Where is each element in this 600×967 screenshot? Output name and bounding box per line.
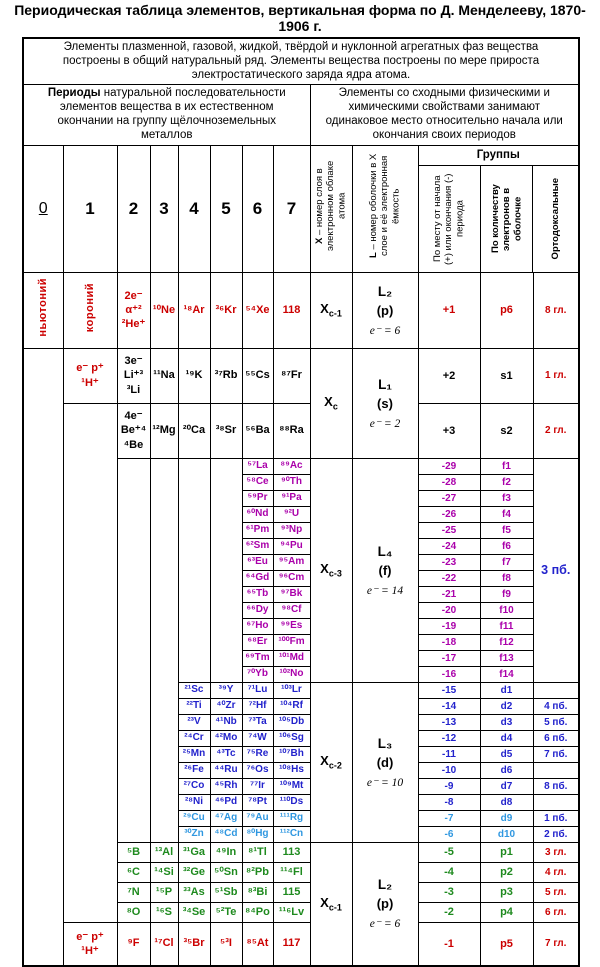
element-cell: ⁶³Eu <box>242 554 273 570</box>
group-electron-value: f3 <box>480 490 533 506</box>
group-orthodox-value: 8 гл. <box>533 272 579 348</box>
l-capacity-label: e⁻ = 6 <box>369 324 401 337</box>
element-cell: ⁴⁹In <box>210 842 242 862</box>
element-cell: ⁶C <box>117 862 150 882</box>
similarity-description-cell: Элементы со сходными физическими и химическими свойствами занимают одинаковое место относительно начала или окончания своих периодов <box>310 85 579 145</box>
element-cell: ⁸⁷Fr <box>273 348 310 403</box>
group-place-value: -23 <box>418 554 480 570</box>
group-place-value: -28 <box>418 474 480 490</box>
x-value-cell <box>310 272 352 348</box>
element-cell: ¹⁰⁰Fm <box>273 634 310 650</box>
element-cell: ⁵⁸Ce <box>242 474 273 490</box>
element-cell: ⁴⁷Ag <box>210 810 242 826</box>
group-place-value: -11 <box>418 746 480 762</box>
x-layer-column-header <box>310 145 352 272</box>
group-orthodox-value: 8 пб. <box>533 778 579 794</box>
element-cell: ⁶¹Pm <box>242 522 273 538</box>
element-cell: ²⁰Ca <box>178 403 210 458</box>
l-value-cell <box>352 458 418 682</box>
element-cell: ⁴⁵Rh <box>210 778 242 794</box>
l-value-cell <box>352 682 418 842</box>
element-cell: ⁹⁶Cm <box>273 570 310 586</box>
page-title: Периодическая таблица элементов, вертикальная форма по Д. Менделееву, 1870-1906 г. <box>14 2 586 34</box>
element-cell: ⁷⁹Au <box>242 810 273 826</box>
empty-cell <box>210 458 242 682</box>
x-subscript: c <box>332 401 338 412</box>
group-place-value: -3 <box>418 882 480 902</box>
element-cell: ¹³Al <box>150 842 178 862</box>
group-place-value: -22 <box>418 570 480 586</box>
element-cell: ⁴⁶Pd <box>210 794 242 810</box>
l-shell-label: L₂ <box>377 877 393 893</box>
period-column-header-0: 0 <box>23 145 63 272</box>
group-by-place-header: По месту от начала (+) или окончания (-) периода <box>432 172 466 265</box>
element-cell: ⁵³I <box>210 922 242 966</box>
group-electron-value: f14 <box>480 666 533 682</box>
element-cell: ⁶²Sm <box>242 538 273 554</box>
group-electron-value: d9 <box>480 810 533 826</box>
element-cell: ¹⁰⁶Sg <box>273 730 310 746</box>
element-cell: ²¹Sc <box>178 682 210 698</box>
element-cell: ⁷³Ta <box>242 714 273 730</box>
l-shell-column-header <box>352 145 418 272</box>
group-place-value: +3 <box>418 403 480 458</box>
element-cell: ⁹¹Pa <box>273 490 310 506</box>
group-electron-value: f5 <box>480 522 533 538</box>
cell-line: e⁻ p⁺ <box>76 930 104 943</box>
group-orthodox-value: 3 пб. <box>533 458 579 682</box>
x-value-cell <box>310 458 352 682</box>
element-cell: ⁹²U <box>273 506 310 522</box>
period-column-header-7: 7 <box>273 145 310 272</box>
group-place-value: -15 <box>418 682 480 698</box>
x-symbol: X <box>320 753 329 769</box>
element-cell: ⁷²Hf <box>242 698 273 714</box>
group-place-value: -25 <box>418 522 480 538</box>
group-electron-value: f11 <box>480 618 533 634</box>
l-rest: – номер оболочки в X слое и её электронная ёмкость <box>368 153 402 257</box>
group-orthodox-value: 1 гл. <box>533 348 579 403</box>
element-cell: ⁹⁰Th <box>273 474 310 490</box>
x-subscript: c-3 <box>328 568 342 579</box>
element-cell: ³⁴Se <box>178 902 210 922</box>
element-cell: ⁶⁰Nd <box>242 506 273 522</box>
element-cell: ²⁵Mn <box>178 746 210 762</box>
element-cell: ⁹⁵Am <box>273 554 310 570</box>
periods-lead: Периоды <box>47 87 101 100</box>
groups-subheaders <box>419 166 579 272</box>
element-cell: ²³V <box>178 714 210 730</box>
period-column-header-4: 4 <box>178 145 210 272</box>
element-cell: ⁴³Tc <box>210 746 242 762</box>
group-electron-value: f8 <box>480 570 533 586</box>
periods-rest: натуральной последовательности элементов вещества в их естественном окончании на группу щёлочноземельных металлов <box>57 87 286 141</box>
element-cell: ²⁴Cr <box>178 730 210 746</box>
hydrogen-cell <box>63 348 117 403</box>
group-electron-value: s2 <box>480 403 533 458</box>
empty-cell <box>63 403 117 922</box>
group-place-value: -29 <box>418 458 480 474</box>
element-cell: ⁶⁵Tb <box>242 586 273 602</box>
group-place-value: -14 <box>418 698 480 714</box>
element-cell: ⁸⁰Hg <box>242 826 273 842</box>
element-cell: ³⁵Br <box>178 922 210 966</box>
element-cell: ¹⁰²No <box>273 666 310 682</box>
group-place-value: -13 <box>418 714 480 730</box>
x-subscript: c-2 <box>328 760 342 771</box>
cell-line: ¹H⁺ <box>81 944 99 957</box>
groups-header: Группы <box>419 146 579 166</box>
element-cell: ⁷⁴W <box>242 730 273 746</box>
group-place-value: -20 <box>418 602 480 618</box>
cell-line: ³Li <box>126 383 141 396</box>
element-cell: ¹⁸Ar <box>178 272 210 348</box>
element-cell: ⁷⁸Pt <box>242 794 273 810</box>
element-cell: ¹⁰¹Md <box>273 650 310 666</box>
group-electron-value: f7 <box>480 554 533 570</box>
group-electron-value: d1 <box>480 682 533 698</box>
helium-cell <box>117 272 150 348</box>
cell-line: ²He⁺ <box>121 318 146 331</box>
group-electron-value: p2 <box>480 862 533 882</box>
group-orthodox-value: 1 пб. <box>533 810 579 826</box>
group-orthodox-value: 4 пб. <box>533 698 579 714</box>
group-place-value: -4 <box>418 862 480 882</box>
x-subscript: c-1 <box>328 902 342 913</box>
element-cell: ⁹⁹Es <box>273 618 310 634</box>
element-cell: ⁸²Pb <box>242 862 273 882</box>
empty-cell <box>117 458 150 842</box>
group-electron-value: f13 <box>480 650 533 666</box>
group-electron-value: s1 <box>480 348 533 403</box>
group-electron-value: p1 <box>480 842 533 862</box>
element-cell: ⁴⁴Ru <box>210 762 242 778</box>
element-cell: ⁵⁹Pr <box>242 490 273 506</box>
element-cell: ⁵²Te <box>210 902 242 922</box>
element-cell: ⁵⁴Xe <box>242 272 273 348</box>
element-cell: 113 <box>273 842 310 862</box>
element-cell: ¹⁰⁹Mt <box>273 778 310 794</box>
element-cell: ⁸⁵At <box>242 922 273 966</box>
x-subscript: c-1 <box>328 308 342 319</box>
element-cell: ²⁹Cu <box>178 810 210 826</box>
group-electron-value: f2 <box>480 474 533 490</box>
element-cell: ⁴⁰Zr <box>210 698 242 714</box>
l-capacity-label: e⁻ = 2 <box>369 417 401 430</box>
group-place-value: -19 <box>418 618 480 634</box>
group-place-value: -2 <box>418 902 480 922</box>
x-value-cell <box>310 682 352 842</box>
l-lead: L <box>368 252 380 259</box>
group-orthodox-header: Ортодоксальные <box>532 166 578 272</box>
cell-line: 3e⁻ <box>124 355 143 368</box>
element-cell: ¹¹¹Rg <box>273 810 310 826</box>
element-cell: ⁶⁴Gd <box>242 570 273 586</box>
group-electron-value: f9 <box>480 586 533 602</box>
newtonium-label: ньютоний <box>23 272 63 348</box>
period-column-header-2: 2 <box>117 145 150 272</box>
element-cell: ¹⁹K <box>178 348 210 403</box>
x-symbol: X <box>320 895 329 911</box>
group-place-value: -6 <box>418 826 480 842</box>
element-cell: ¹⁰³Lr <box>273 682 310 698</box>
group-place-value: -8 <box>418 794 480 810</box>
group-orthodox-value <box>533 794 579 810</box>
group-electron-value: d8 <box>480 794 533 810</box>
group-place-value: -10 <box>418 762 480 778</box>
group-orthodox-value: 7 гл. <box>533 922 579 966</box>
cell-line: 4e⁻ <box>124 410 143 423</box>
l-capacity-label: e⁻ = 6 <box>369 918 401 931</box>
group-place-value: -12 <box>418 730 480 746</box>
element-cell: ⁵⁷La <box>242 458 273 474</box>
group-electron-value: d4 <box>480 730 533 746</box>
group-place-value: -26 <box>418 506 480 522</box>
element-cell: ⁵⁰Sn <box>210 862 242 882</box>
hydrogen-cell <box>63 922 117 966</box>
l-value-cell <box>352 842 418 966</box>
element-cell: ³²Ge <box>178 862 210 882</box>
element-cell: ²²Ti <box>178 698 210 714</box>
group-orthodox-value: 6 гл. <box>533 902 579 922</box>
group-orthodox-value: 6 пб. <box>533 730 579 746</box>
element-cell: ⁷⁶Os <box>242 762 273 778</box>
element-cell: ⁸⁹Ac <box>273 458 310 474</box>
lithium-cell <box>117 348 150 403</box>
group-electron-value: p6 <box>480 272 533 348</box>
group-electron-value: d3 <box>480 714 533 730</box>
group-orthodox-value: 7 пб. <box>533 746 579 762</box>
x-symbol: X <box>320 301 329 317</box>
x-lead: X <box>314 237 326 244</box>
group-electron-value: p3 <box>480 882 533 902</box>
element-cell: ³⁹Y <box>210 682 242 698</box>
group-place-value: -1 <box>418 922 480 966</box>
element-cell: ²⁶Fe <box>178 762 210 778</box>
element-cell: ⁷⁵Re <box>242 746 273 762</box>
group-electron-value: d2 <box>480 698 533 714</box>
l-orbital-label: (s) <box>377 395 393 411</box>
element-cell: 118 <box>273 272 310 348</box>
group-place-value: -21 <box>418 586 480 602</box>
group-electron-value: f10 <box>480 602 533 618</box>
x-symbol: X <box>324 394 333 410</box>
empty-cell <box>23 348 63 966</box>
group-electron-value: d7 <box>480 778 533 794</box>
period-column-header-6: 6 <box>242 145 273 272</box>
group-orthodox-value: 3 гл. <box>533 842 579 862</box>
element-cell: ⁹⁷Bk <box>273 586 310 602</box>
element-cell: ¹⁰⁸Hs <box>273 762 310 778</box>
period-column-header-5: 5 <box>210 145 242 272</box>
element-cell: ¹⁷Cl <box>150 922 178 966</box>
element-cell: ¹¹Na <box>150 348 178 403</box>
x-symbol: X <box>320 561 329 577</box>
element-cell: ⁸⁴Po <box>242 902 273 922</box>
element-cell: ⁵⁵Cs <box>242 348 273 403</box>
group-electron-value: f4 <box>480 506 533 522</box>
group-place-value: -17 <box>418 650 480 666</box>
group-place-value: -24 <box>418 538 480 554</box>
group-electron-value: f6 <box>480 538 533 554</box>
element-cell: ⁵⁶Ba <box>242 403 273 458</box>
element-cell: ¹⁰⁴Rf <box>273 698 310 714</box>
element-cell: ⁴¹Nb <box>210 714 242 730</box>
group-orthodox-value: 2 гл. <box>533 403 579 458</box>
element-cell: ⁸¹Tl <box>242 842 273 862</box>
element-cell: ¹⁰⁵Db <box>273 714 310 730</box>
element-cell: ²⁷Co <box>178 778 210 794</box>
cell-line: Li⁺³ <box>123 369 144 382</box>
l-shell-label: L₂ <box>377 283 393 299</box>
element-cell: ⁶⁸Er <box>242 634 273 650</box>
element-cell: ¹¹⁴Fl <box>273 862 310 882</box>
period-column-header-3: 3 <box>150 145 178 272</box>
beryllium-cell <box>117 403 150 458</box>
group-orthodox-value: 2 пб. <box>533 826 579 842</box>
group-electron-value: p4 <box>480 902 533 922</box>
element-cell: 117 <box>273 922 310 966</box>
group-electron-value: p5 <box>480 922 533 966</box>
group-orthodox-value <box>533 682 579 698</box>
element-cell: ⁶⁹Tm <box>242 650 273 666</box>
element-cell: ³⁸Sr <box>210 403 242 458</box>
element-cell: ⁴⁸Cd <box>210 826 242 842</box>
element-cell: ⁷N <box>117 882 150 902</box>
element-cell: ⁸⁸Ra <box>273 403 310 458</box>
l-shell-label: L₁ <box>378 376 392 392</box>
element-cell: ⁵¹Sb <box>210 882 242 902</box>
element-cell: ¹⁰⁷Bh <box>273 746 310 762</box>
group-place-value: +2 <box>418 348 480 403</box>
element-cell: ⁷¹Lu <box>242 682 273 698</box>
element-cell: ¹⁴Si <box>150 862 178 882</box>
cell-line: ¹H⁺ <box>81 376 99 389</box>
element-cell: ¹⁵P <box>150 882 178 902</box>
element-cell: ⁹⁴Pu <box>273 538 310 554</box>
l-orbital-label: (f) <box>378 562 392 578</box>
period-column-header-1: 1 <box>63 145 117 272</box>
element-cell: ¹¹²Cn <box>273 826 310 842</box>
element-cell: ³⁷Rb <box>210 348 242 403</box>
element-cell: ⁹F <box>117 922 150 966</box>
element-cell: ⁴²Mo <box>210 730 242 746</box>
group-place-value: -18 <box>418 634 480 650</box>
element-cell: ¹⁰Ne <box>150 272 178 348</box>
group-orthodox-value <box>533 762 579 778</box>
empty-cell <box>150 458 178 842</box>
element-cell: ¹²Mg <box>150 403 178 458</box>
group-orthodox-value: 4 гл. <box>533 862 579 882</box>
cell-line: α⁺² <box>125 303 142 316</box>
group-orthodox-value: 5 пб. <box>533 714 579 730</box>
l-orbital-label: (p) <box>376 302 394 318</box>
empty-cell <box>178 458 210 682</box>
l-orbital-label: (d) <box>376 754 394 770</box>
group-electron-value: d6 <box>480 762 533 778</box>
element-cell: ⁹³Np <box>273 522 310 538</box>
l-orbital-label: (p) <box>376 896 394 912</box>
element-cell: ¹⁶S <box>150 902 178 922</box>
group-place-value: -9 <box>418 778 480 794</box>
l-capacity-label: e⁻ = 14 <box>366 584 404 597</box>
element-cell: ⁸O <box>117 902 150 922</box>
x-value-cell <box>310 348 352 458</box>
group-electron-value: f1 <box>480 458 533 474</box>
element-cell: ⁷⁰Yb <box>242 666 273 682</box>
group-place-value: -27 <box>418 490 480 506</box>
x-value-cell <box>310 842 352 966</box>
group-electron-value: d5 <box>480 746 533 762</box>
element-cell: ³⁰Zn <box>178 826 210 842</box>
element-cell: ⁶⁶Dy <box>242 602 273 618</box>
group-place-value: -16 <box>418 666 480 682</box>
periodic-table <box>22 37 580 967</box>
cell-line: 2e⁻ <box>124 289 143 302</box>
element-cell: ³⁶Kr <box>210 272 242 348</box>
element-cell: ¹¹⁶Lv <box>273 902 310 922</box>
element-cell: ⁹⁸Cf <box>273 602 310 618</box>
group-place-value: -5 <box>418 842 480 862</box>
l-shell-label: L₃ <box>377 735 393 751</box>
cell-line: e⁻ p⁺ <box>76 362 104 375</box>
element-cell: ⁶⁷Ho <box>242 618 273 634</box>
coronium-label: короний <box>63 272 117 348</box>
l-capacity-label: e⁻ = 10 <box>366 776 404 789</box>
cell-line: Be⁺⁴ <box>120 424 147 437</box>
l-value-cell <box>352 348 418 458</box>
element-cell: ²⁸Ni <box>178 794 210 810</box>
group-orthodox-value: 5 гл. <box>533 882 579 902</box>
element-cell: ⁷⁷Ir <box>242 778 273 794</box>
groups-header-cell <box>418 145 579 272</box>
element-cell: ⁵B <box>117 842 150 862</box>
periods-description-cell <box>23 85 310 145</box>
group-by-electrons-header: По количеству электронов в оболочке <box>480 166 533 272</box>
element-cell: ³¹Ga <box>178 842 210 862</box>
element-cell: ⁸³Bi <box>242 882 273 902</box>
element-cell: ¹¹⁰Ds <box>273 794 310 810</box>
group-place-value: -7 <box>418 810 480 826</box>
subtitle-cell: Элементы плазменной, газовой, жидкой, твёрдой и нуклонной агрегатных фаз вещества построены в общий натуральный ряд. Элементы вещества построены по мере прироста электростатического заряда ядра атома. <box>23 38 579 85</box>
cell-line: ⁴Be <box>123 438 144 451</box>
group-place-value: +1 <box>418 272 480 348</box>
x-rest: – номер слоя в электронном облаке атома <box>314 160 348 252</box>
l-shell-label: L₄ <box>377 543 393 559</box>
group-electron-value: d10 <box>480 826 533 842</box>
element-cell: ³³As <box>178 882 210 902</box>
element-cell: 115 <box>273 882 310 902</box>
l-value-cell <box>352 272 418 348</box>
group-electron-value: f12 <box>480 634 533 650</box>
